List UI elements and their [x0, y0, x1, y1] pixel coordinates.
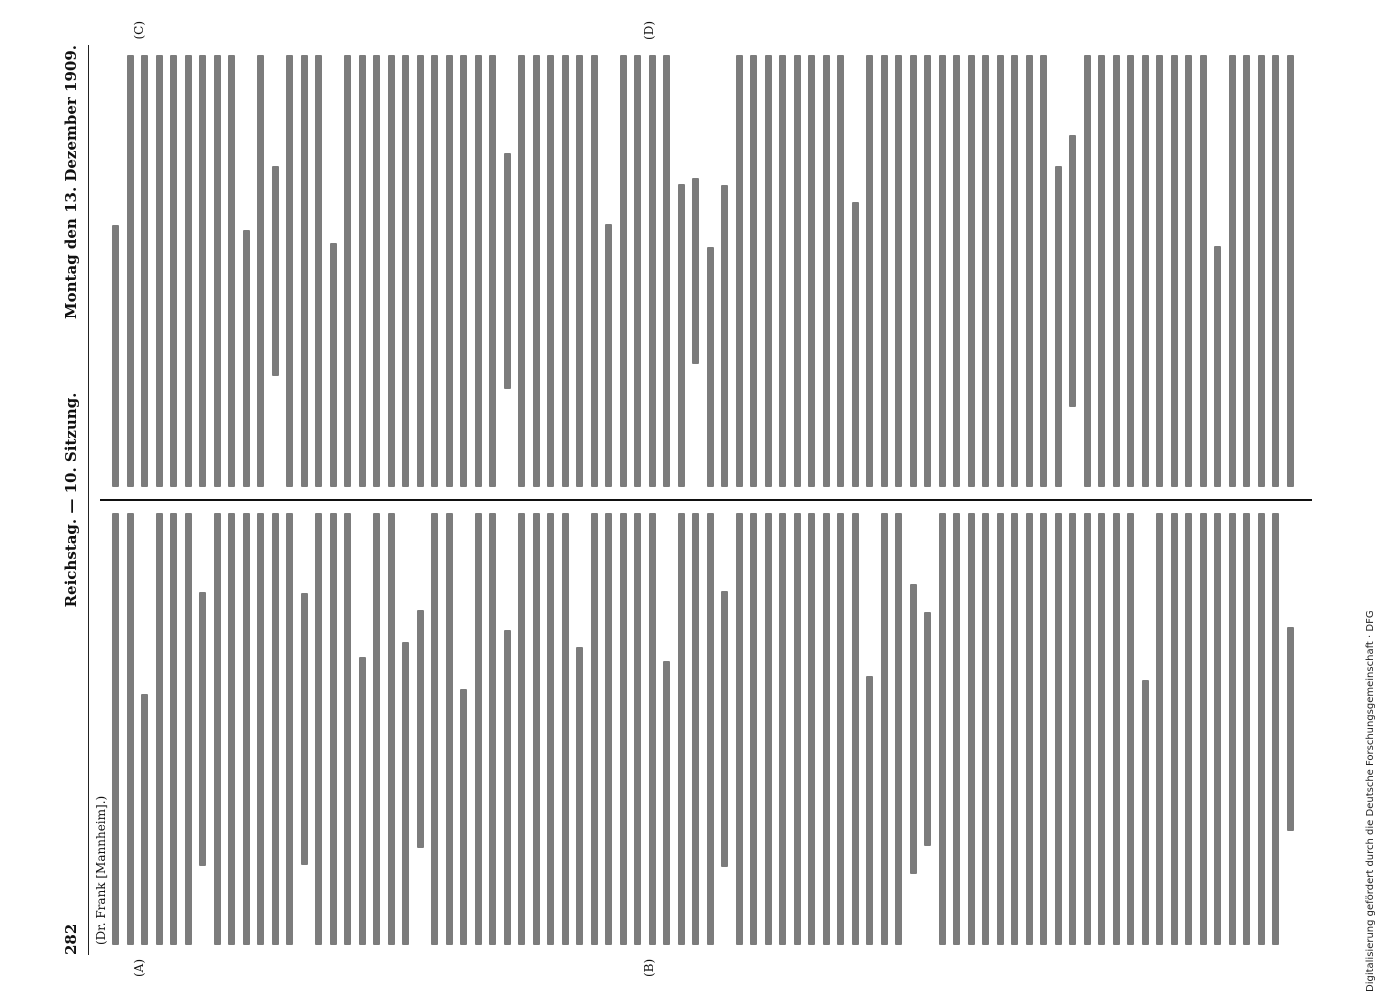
- placeholder-text-line: [822, 55, 829, 487]
- placeholder-text-line: [431, 55, 438, 487]
- placeholder-text-line: [576, 55, 583, 487]
- page-sheet: [42, 15, 1342, 985]
- placeholder-text-line: [924, 55, 931, 487]
- placeholder-text-line: [938, 513, 945, 945]
- placeholder-text-line: [141, 694, 148, 945]
- placeholder-text-line: [982, 513, 989, 945]
- placeholder-text-line: [112, 225, 119, 487]
- placeholder-text-line: [996, 55, 1003, 487]
- placeholder-text-line: [663, 661, 670, 945]
- placeholder-text-line: [721, 591, 728, 867]
- placeholder-text-line: [1040, 513, 1047, 945]
- placeholder-text-line: [228, 513, 235, 945]
- placeholder-text-line: [141, 55, 148, 487]
- placeholder-text-line: [213, 513, 220, 945]
- placeholder-text-line: [1185, 513, 1192, 945]
- column-divider: [100, 499, 1312, 501]
- placeholder-text-line: [257, 55, 264, 487]
- placeholder-text-line: [1011, 513, 1018, 945]
- placeholder-text-line: [663, 55, 670, 487]
- placeholder-text-line: [982, 55, 989, 487]
- placeholder-text-line: [257, 513, 264, 945]
- placeholder-text-line: [750, 55, 757, 487]
- placeholder-text-line: [634, 513, 641, 945]
- placeholder-text-line: [315, 55, 322, 487]
- placeholder-text-line: [764, 55, 771, 487]
- placeholder-text-line: [358, 55, 365, 487]
- placeholder-text-line: [764, 513, 771, 945]
- placeholder-text-line: [953, 55, 960, 487]
- placeholder-text-line: [779, 55, 786, 487]
- placeholder-text-line: [750, 513, 757, 945]
- placeholder-text-line: [605, 513, 612, 945]
- placeholder-text-line: [184, 513, 191, 945]
- placeholder-text-line: [518, 513, 525, 945]
- placeholder-text-line: [242, 513, 249, 945]
- placeholder-text-line: [1228, 513, 1235, 945]
- placeholder-text-line: [1272, 55, 1279, 487]
- placeholder-text-line: [489, 513, 496, 945]
- placeholder-text-line: [1214, 246, 1221, 487]
- margin-letter-b: (B): [641, 958, 656, 977]
- placeholder-text-line: [692, 513, 699, 945]
- placeholder-text-line: [909, 584, 916, 874]
- placeholder-text-line: [373, 55, 380, 487]
- placeholder-text-line: [924, 612, 931, 847]
- placeholder-text-line: [880, 55, 887, 487]
- placeholder-text-line: [1054, 166, 1061, 487]
- placeholder-text-line: [576, 647, 583, 945]
- placeholder-text-line: [1112, 55, 1119, 487]
- placeholder-text-line: [822, 513, 829, 945]
- placeholder-text-line: [532, 55, 539, 487]
- placeholder-text-line: [880, 513, 887, 945]
- placeholder-text-line: [648, 513, 655, 945]
- placeholder-text-line: [416, 55, 423, 487]
- placeholder-text-line: [677, 184, 684, 487]
- placeholder-text-line: [851, 513, 858, 945]
- placeholder-text-line: [402, 55, 409, 487]
- placeholder-text-line: [445, 55, 452, 487]
- placeholder-text-line: [1170, 513, 1177, 945]
- placeholder-text-line: [1170, 55, 1177, 487]
- placeholder-text-line: [155, 55, 162, 487]
- placeholder-text-line: [677, 513, 684, 945]
- placeholder-text-line: [837, 55, 844, 487]
- placeholder-text-line: [271, 513, 278, 945]
- placeholder-text-line: [1243, 513, 1250, 945]
- placeholder-text-line: [300, 593, 307, 865]
- session-title: Reichstag. — 10. Sitzung.: [61, 392, 80, 608]
- placeholder-text-line: [1272, 513, 1279, 945]
- placeholder-text-line: [996, 513, 1003, 945]
- placeholder-text-line: [1025, 513, 1032, 945]
- placeholder-text-line: [460, 689, 467, 945]
- placeholder-text-line: [808, 513, 815, 945]
- placeholder-text-line: [648, 55, 655, 487]
- placeholder-text-line: [271, 166, 278, 375]
- placeholder-text-line: [329, 513, 336, 945]
- placeholder-text-line: [416, 610, 423, 848]
- placeholder-text-line: [953, 513, 960, 945]
- text-column-right: [112, 55, 1312, 487]
- placeholder-text-line: [547, 513, 554, 945]
- placeholder-text-line: [706, 513, 713, 945]
- placeholder-text-line: [460, 55, 467, 487]
- margin-letter-a: (A): [131, 958, 146, 977]
- placeholder-text-line: [155, 513, 162, 945]
- placeholder-text-line: [1214, 513, 1221, 945]
- placeholder-text-line: [1040, 55, 1047, 487]
- placeholder-text-line: [605, 224, 612, 487]
- placeholder-text-line: [518, 55, 525, 487]
- placeholder-text-line: [489, 55, 496, 487]
- placeholder-text-line: [286, 513, 293, 945]
- placeholder-text-line: [1286, 627, 1293, 831]
- placeholder-text-line: [1185, 55, 1192, 487]
- placeholder-text-line: [1199, 513, 1206, 945]
- placeholder-text-line: [634, 55, 641, 487]
- placeholder-text-line: [1127, 513, 1134, 945]
- session-date: Montag den 13. Dezember 1909.: [61, 45, 80, 319]
- digitization-note: Digitalisierung gefördert durch die Deutsche Forschungsgemeinschaft · DFG: [1365, 610, 1376, 992]
- placeholder-text-line: [1098, 55, 1105, 487]
- placeholder-text-line: [735, 513, 742, 945]
- placeholder-text-line: [1141, 55, 1148, 487]
- placeholder-text-line: [1141, 680, 1148, 945]
- placeholder-text-line: [373, 513, 380, 945]
- placeholder-text-line: [1112, 513, 1119, 945]
- placeholder-text-line: [474, 55, 481, 487]
- placeholder-text-line: [474, 513, 481, 945]
- placeholder-text-line: [1243, 55, 1250, 487]
- placeholder-text-line: [184, 55, 191, 487]
- placeholder-text-line: [851, 202, 858, 487]
- placeholder-text-line: [126, 513, 133, 945]
- placeholder-text-line: [1083, 513, 1090, 945]
- placeholder-text-line: [1069, 135, 1076, 407]
- placeholder-text-line: [1156, 55, 1163, 487]
- placeholder-text-line: [344, 513, 351, 945]
- placeholder-text-line: [967, 55, 974, 487]
- placeholder-text-line: [866, 55, 873, 487]
- placeholder-text-line: [300, 55, 307, 487]
- placeholder-text-line: [199, 55, 206, 487]
- placeholder-text-line: [590, 513, 597, 945]
- placeholder-text-line: [431, 513, 438, 945]
- placeholder-text-line: [126, 55, 133, 487]
- placeholder-text-line: [315, 513, 322, 945]
- placeholder-text-line: [445, 513, 452, 945]
- placeholder-text-line: [619, 55, 626, 487]
- placeholder-text-line: [170, 513, 177, 945]
- placeholder-text-line: [344, 55, 351, 487]
- placeholder-text-line: [895, 55, 902, 487]
- placeholder-text-line: [1098, 513, 1105, 945]
- placeholder-text-line: [503, 630, 510, 945]
- placeholder-text-line: [402, 642, 409, 945]
- placeholder-text-line: [967, 513, 974, 945]
- placeholder-text-line: [170, 55, 177, 487]
- placeholder-text-line: [837, 513, 844, 945]
- header-rule: [88, 45, 89, 955]
- page-number: 282: [61, 923, 80, 955]
- placeholder-text-line: [779, 513, 786, 945]
- placeholder-text-line: [1286, 55, 1293, 487]
- placeholder-text-line: [590, 55, 597, 487]
- placeholder-text-line: [721, 185, 728, 487]
- placeholder-text-line: [112, 513, 119, 945]
- placeholder-text-line: [1025, 55, 1032, 487]
- speaker-tag: (Dr. Frank [Mannheim].): [93, 795, 108, 945]
- placeholder-text-line: [1011, 55, 1018, 487]
- placeholder-text-line: [619, 513, 626, 945]
- placeholder-text-line: [286, 55, 293, 487]
- placeholder-text-line: [1083, 55, 1090, 487]
- placeholder-text-line: [329, 243, 336, 487]
- placeholder-text-line: [213, 55, 220, 487]
- placeholder-text-line: [909, 55, 916, 487]
- placeholder-text-line: [561, 55, 568, 487]
- placeholder-text-line: [1257, 513, 1264, 945]
- placeholder-text-line: [228, 55, 235, 487]
- placeholder-text-line: [547, 55, 554, 487]
- placeholder-text-line: [735, 55, 742, 487]
- placeholder-text-line: [808, 55, 815, 487]
- placeholder-text-line: [1069, 513, 1076, 945]
- placeholder-text-line: [561, 513, 568, 945]
- placeholder-text-line: [793, 55, 800, 487]
- placeholder-text-line: [1257, 55, 1264, 487]
- placeholder-text-line: [938, 55, 945, 487]
- text-column-left: [112, 513, 1312, 945]
- placeholder-text-line: [692, 178, 699, 364]
- placeholder-text-line: [793, 513, 800, 945]
- placeholder-text-line: [358, 657, 365, 945]
- placeholder-text-line: [1156, 513, 1163, 945]
- placeholder-text-line: [895, 513, 902, 945]
- placeholder-text-line: [387, 55, 394, 487]
- margin-letter-d: (D): [641, 21, 656, 40]
- placeholder-text-line: [706, 247, 713, 487]
- placeholder-text-line: [387, 513, 394, 945]
- placeholder-text-line: [503, 153, 510, 390]
- placeholder-text-line: [866, 676, 873, 945]
- placeholder-text-line: [199, 592, 206, 867]
- placeholder-text-line: [532, 513, 539, 945]
- margin-letter-c: (C): [131, 21, 146, 40]
- placeholder-text-line: [242, 230, 249, 487]
- placeholder-text-line: [1127, 55, 1134, 487]
- placeholder-text-line: [1228, 55, 1235, 487]
- placeholder-text-line: [1199, 55, 1206, 487]
- running-header: [60, 45, 84, 955]
- placeholder-text-line: [1054, 513, 1061, 945]
